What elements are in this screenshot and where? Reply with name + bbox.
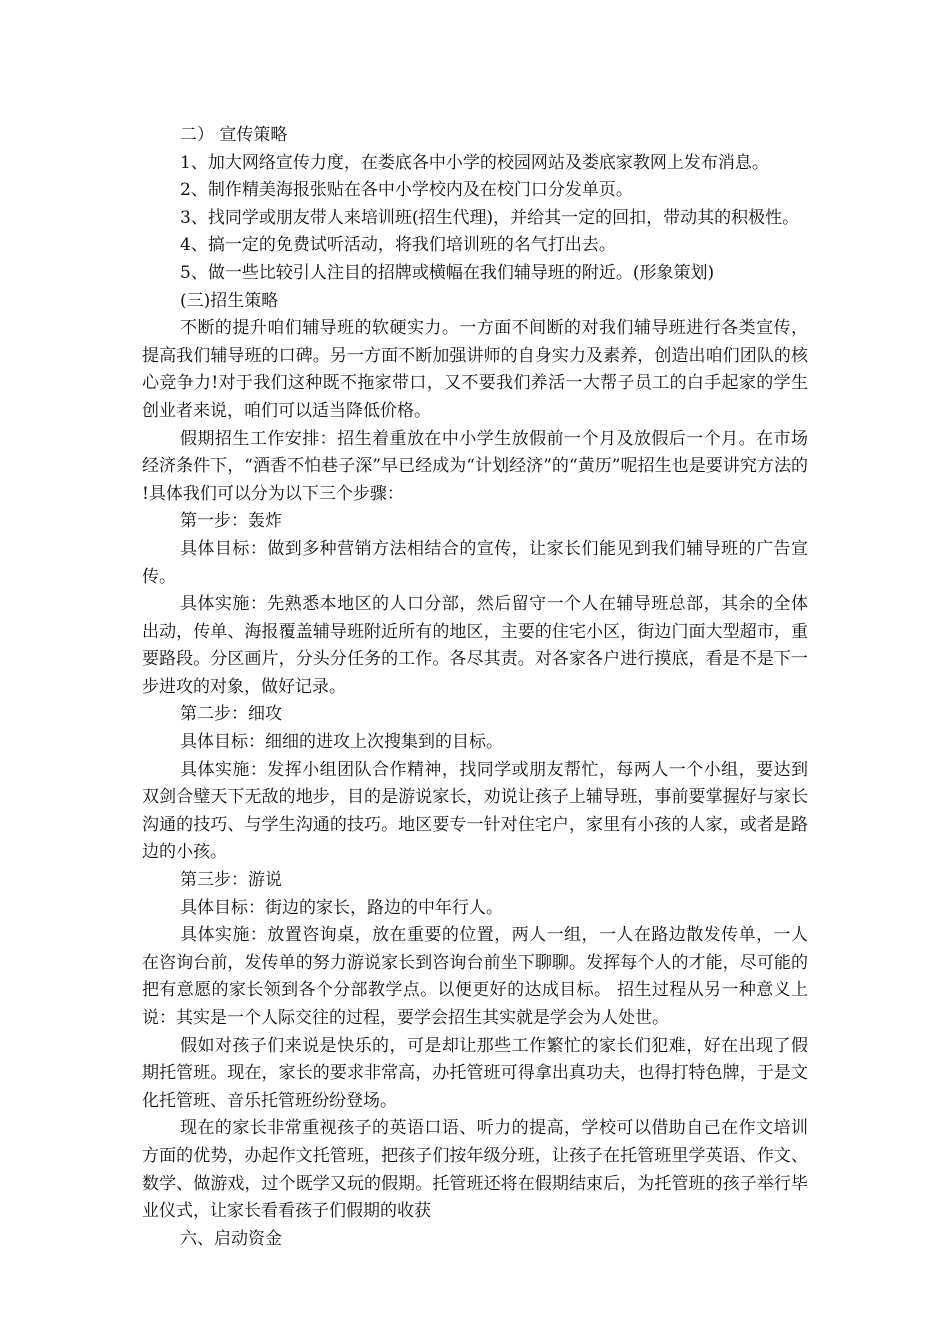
step-heading: 第三步：游说 [180, 870, 282, 891]
step-heading: 第二步：细攻 [180, 704, 282, 725]
paragraph: 不断的提升咱们辅导班的软硬实力。一方面不间断的对我们辅导班进行各类宣传，提高我们辅导班的口碑。另一方面不断加强讲师的自身实力及素养，创造出咱们团队的核心竞争力!对于我们这种既不拖家带口，又不要我们养活一大帮子员工的白手起家的学生创业者来说，咱们可以适当降低价格。 [142, 318, 808, 421]
paragraph: 具体实施：放置咨询桌，放在重要的位置，两人一组，一人在路边散发传单，一人在咨询台前，发传单的努力游说家长到咨询台前坐下聊聊。发挥每个人的才能，尽可能的把有意愿的家长领到各个分部教学点。以便更好的达成目标。 招生过程从另一种意义上说：其实是一个人际交往的过程，要学会招生其实就是学会为人处世。 [142, 925, 808, 1028]
paragraph: 假如对孩子们来说是快乐的，可是却让那些工作繁忙的家长们犯难，好在出现了假期托管班。现在，家长的要求非常高，办托管班可得拿出真功夫，也得打特色牌，于是文化托管班、音乐托管班纷纷登场。 [142, 1035, 808, 1111]
paragraph: 具体目标：街边的家长，路边的中年行人。 [180, 897, 503, 918]
paragraph: 3、找同学或朋友带人来培训班(招生代理)，并给其一定的回扣，带动其的积极性。 [180, 207, 800, 228]
paragraph: 现在的家长非常重视孩子的英语口语、听力的提高，学校可以借助自己在作文培训方面的优势，办起作文托管班，把孩子们按年级分班，让孩子在托管班里学英语、作文、数学、做游戏，过个既学又玩的假期。托管班还将在假期结束后，为托管班的孩子举行毕业仪式，让家长看看孩子们假期的收获 [142, 1118, 808, 1222]
section-heading: 二） 宣传策略 [180, 125, 288, 145]
section-heading: 六、启动资金 [180, 1228, 282, 1249]
paragraph: 具体目标：做到多种营销方法相结合的宣传，让家长们能见到我们辅导班的广告宣传。 [142, 538, 808, 587]
paragraph: 具体实施：发挥小组团队合作精神，找同学或朋友帮忙，每两人一个小组，要达到双剑合璧天下无敌的地步，目的是游说家长，劝说让孩子上辅导班，事前要掌握好与家长沟通的技巧、与学生沟通的技巧。地区要专一针对住宅户，家里有小孩的人家，或者是路边的小孩。 [142, 759, 808, 863]
paragraph: 具体目标：细细的进攻上次搜集到的目标。 [180, 732, 503, 753]
section-heading: (三)招生策略 [180, 290, 279, 311]
document-body [142, 122, 808, 1253]
step-heading: 第一步：轰炸 [180, 511, 282, 532]
paragraph: 5、做一些比较引人注目的招牌或横幅在我们辅导班的附近。(形象策划) [180, 262, 715, 283]
paragraph: 4、搞一定的免费试听活动，将我们培训班的名气打出去。 [180, 235, 616, 256]
paragraph: 1、加大网络宣传力度，在娄底各中小学的校园网站及娄底家教网上发布消息。 [180, 152, 769, 173]
paragraph: 具体实施：先熟悉本地区的人口分部，然后留守一个人在辅导班总部，其余的全体出动，传单、海报覆盖辅导班附近所有的地区，主要的住宅小区，街边门面大型超市，重要路段。分区画片，分头分任务的工作。各尽其责。对各家各户进行摸底，看是不是下一步进攻的对象，做好记录。 [142, 594, 808, 697]
paragraph: 2、制作精美海报张贴在各中小学校内及在校门口分发单页。 [180, 180, 633, 201]
paragraph: 假期招生工作安排：招生着重放在中小学生放假前一个月及放假后一个月。在市场经济条件下，“酒香不怕巷子深”早已经成为“计划经济”的“黄历”呢招生也是要讲究方法的!具体我们可以分为以下三个步骤： [142, 428, 808, 504]
